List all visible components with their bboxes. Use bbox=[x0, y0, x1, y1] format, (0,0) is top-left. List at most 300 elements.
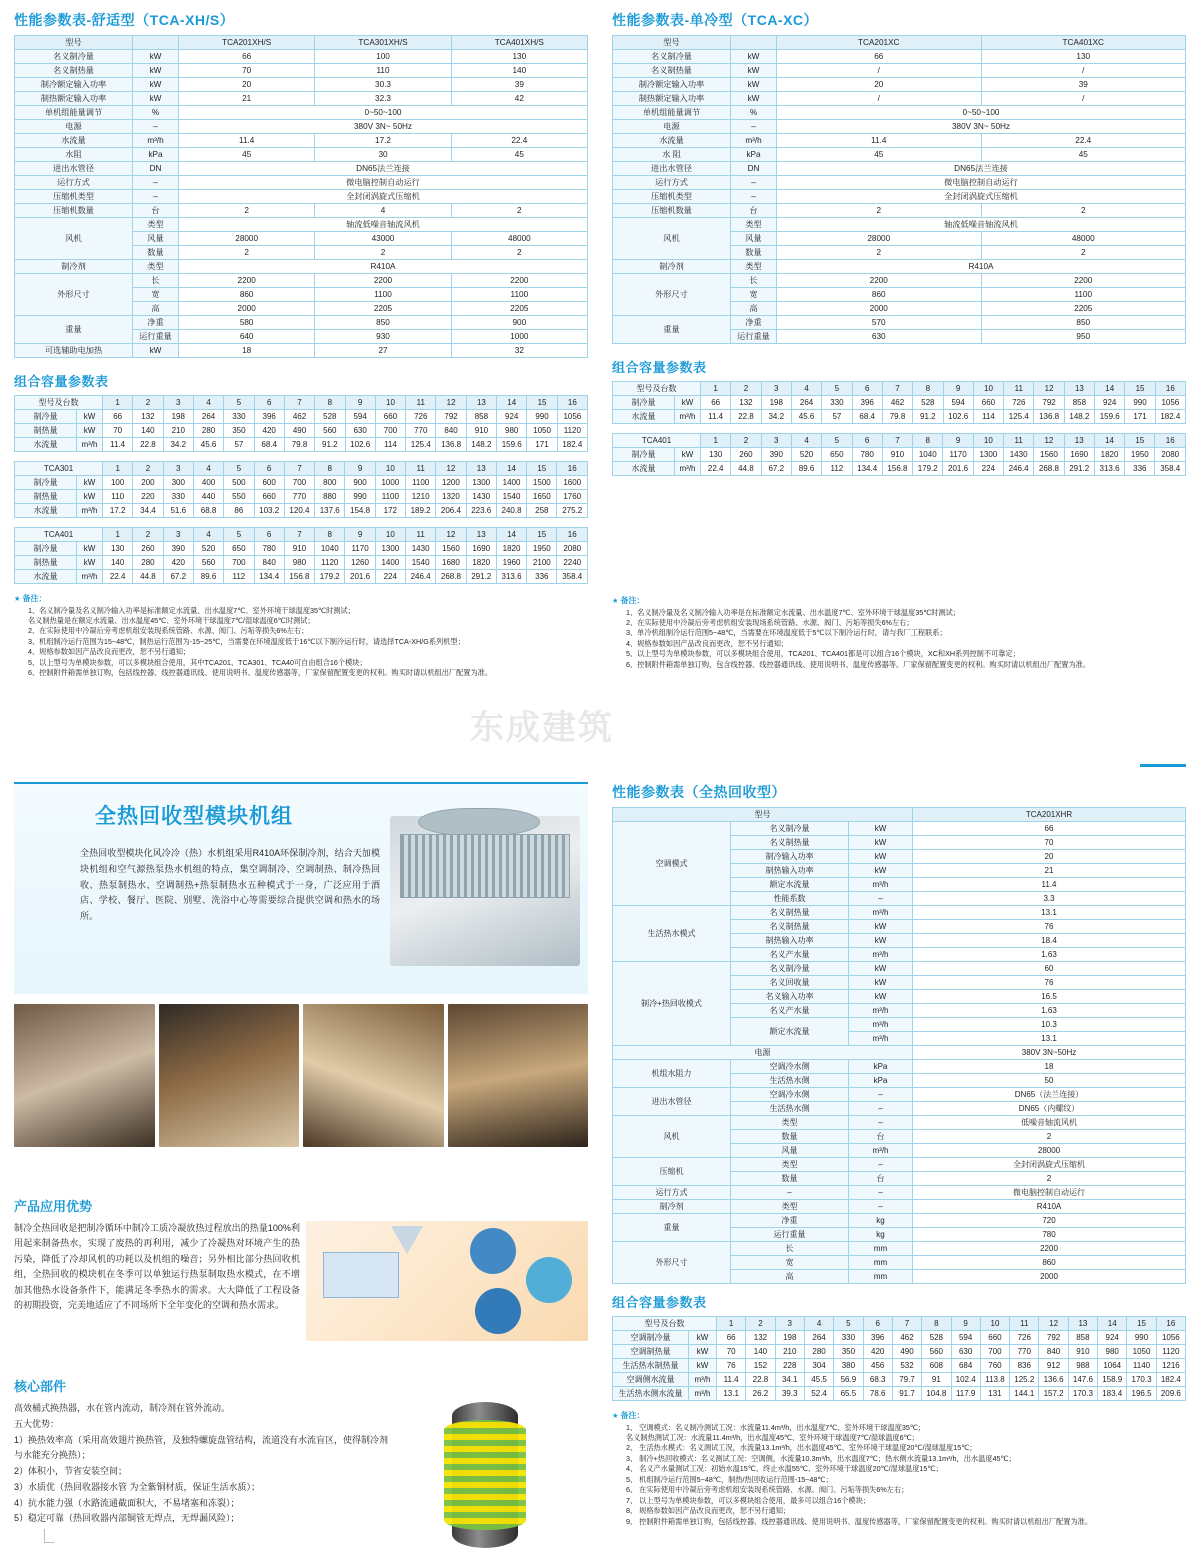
cell: 330 bbox=[834, 1331, 863, 1345]
capacity-title-left: 组合容量参数表 bbox=[14, 374, 109, 389]
row-unit: – bbox=[849, 1088, 913, 1102]
note-item: 7、 以上型号为单模块参数，可以多模块组合使用，最多可以组合16个模块； bbox=[626, 1495, 870, 1505]
cell: 490 bbox=[284, 424, 314, 438]
cell: 630 bbox=[951, 1345, 980, 1359]
cell: 51.6 bbox=[163, 504, 193, 518]
cell: 200 bbox=[133, 476, 163, 490]
cap-col: 15 bbox=[527, 528, 557, 542]
row-label: 名义产水量 bbox=[731, 948, 849, 962]
application-photo-restaurant bbox=[448, 1004, 589, 1147]
cell: 1540 bbox=[405, 556, 435, 570]
cell: 79.7 bbox=[892, 1373, 921, 1387]
cell: 520 bbox=[791, 448, 821, 462]
cell: 45.6 bbox=[791, 410, 821, 424]
cell: 22.4 bbox=[701, 462, 731, 476]
note-item: 1、 空调模式：名义制冷测试工况：水流量11.4m³/h，出水温度7℃、室外环境干球温度35℃； bbox=[626, 1422, 926, 1432]
group-label-water-resistance: 机组水阻力 bbox=[613, 1060, 731, 1088]
cell: 34.2 bbox=[761, 410, 791, 424]
cell: 304 bbox=[804, 1359, 833, 1373]
row-label: 净重 bbox=[133, 316, 179, 330]
cell: 726 bbox=[1010, 1331, 1039, 1345]
cap-col: 7 bbox=[892, 1317, 921, 1331]
cap-col: 6 bbox=[254, 396, 284, 410]
cell: 2 bbox=[451, 246, 587, 260]
spec-header-model: 型号 bbox=[613, 36, 731, 50]
cap-row-label: 制冷量 bbox=[613, 448, 675, 462]
row-label: 宽 bbox=[133, 288, 179, 302]
cell: R410A bbox=[777, 260, 1186, 274]
cell: 100 bbox=[103, 476, 133, 490]
cap-col: 16 bbox=[557, 396, 587, 410]
cell: 28000 bbox=[913, 1144, 1186, 1158]
row-label: 空调冷水侧 bbox=[731, 1088, 849, 1102]
star-icon: ★ bbox=[612, 596, 619, 605]
cell: 1210 bbox=[405, 490, 435, 504]
cell: 79.8 bbox=[882, 410, 912, 424]
cell: 182.4 bbox=[557, 438, 587, 452]
group-label-hotwater-mode: 生活热水模式 bbox=[613, 906, 731, 962]
row-label: 名义制冷量 bbox=[15, 50, 133, 64]
cell: 860 bbox=[777, 288, 982, 302]
cap-col: 9 bbox=[345, 528, 375, 542]
cell: 420 bbox=[863, 1345, 892, 1359]
row-label: 单机组能量调节 bbox=[15, 106, 133, 120]
heat-recovery-spec-section bbox=[612, 782, 1186, 1527]
cell: 840 bbox=[254, 556, 284, 570]
heat-recovery-diagram bbox=[306, 1221, 588, 1341]
row-unit: kW bbox=[849, 990, 913, 1004]
cell: 144.1 bbox=[1010, 1387, 1039, 1401]
cell: 18 bbox=[913, 1060, 1186, 1074]
cell: 560 bbox=[193, 556, 223, 570]
cell: 114 bbox=[973, 410, 1003, 424]
cell: 45 bbox=[777, 148, 982, 162]
row-unit: – bbox=[849, 892, 913, 906]
cell: 300 bbox=[163, 476, 193, 490]
row-label: 名义制冷量 bbox=[731, 962, 849, 976]
cell: 65.5 bbox=[834, 1387, 863, 1401]
cell: 268.8 bbox=[1034, 462, 1064, 476]
cap-row-label: 空调制热量 bbox=[613, 1345, 689, 1359]
cell: 130 bbox=[451, 50, 587, 64]
cap-header-model: 型号及台数 bbox=[15, 396, 103, 410]
note-item: 9、 控制附件箱需单独订购，包括线控器、线控器通讯线、使用说明书、温度传感器等，厂家保留配置变更的权利。购买时请以机组出厂配置为准。 bbox=[626, 1516, 1093, 1526]
cell: 462 bbox=[882, 396, 912, 410]
cell: R410A bbox=[179, 260, 588, 274]
cell: / bbox=[777, 92, 982, 106]
row-unit: DN bbox=[133, 162, 179, 176]
cell: 990 bbox=[527, 410, 557, 424]
cell: 134.4 bbox=[254, 570, 284, 584]
cell: 179.2 bbox=[315, 570, 345, 584]
cap-col: 16 bbox=[557, 462, 588, 476]
row-unit: – bbox=[133, 120, 179, 134]
cell: 70 bbox=[179, 64, 315, 78]
row-label: 进出水管径 bbox=[15, 162, 133, 176]
cap-header-model: 型号及台数 bbox=[613, 382, 701, 396]
row-label: 运行重量 bbox=[731, 1228, 849, 1242]
cell: 91.2 bbox=[913, 410, 943, 424]
row-label: 空调冷水侧 bbox=[731, 1060, 849, 1074]
cell: 1.63 bbox=[913, 948, 1186, 962]
cell: 462 bbox=[284, 410, 314, 424]
cell: 44.8 bbox=[133, 570, 163, 584]
cell: 850 bbox=[315, 316, 451, 330]
cell: 39.3 bbox=[775, 1387, 804, 1401]
cell: 3.3 bbox=[913, 892, 1186, 906]
cell: / bbox=[777, 64, 982, 78]
row-label: 压缩机数量 bbox=[15, 204, 133, 218]
cell: 1820 bbox=[466, 556, 496, 570]
cell: 21 bbox=[179, 92, 315, 106]
cell: 792 bbox=[1039, 1331, 1068, 1345]
cap-col: 2 bbox=[133, 462, 163, 476]
cap-header-model: TCA401 bbox=[15, 528, 103, 542]
cap-row-label: 空调侧水流量 bbox=[613, 1373, 689, 1387]
capacity-table-tca301 bbox=[14, 461, 588, 518]
cell: 2000 bbox=[179, 302, 315, 316]
cell: 1430 bbox=[405, 542, 435, 556]
cell: 120.4 bbox=[284, 504, 314, 518]
cell: 264 bbox=[193, 410, 223, 424]
cap-row-unit: kW bbox=[689, 1345, 717, 1359]
cell: 400 bbox=[193, 476, 223, 490]
cap-col: 14 bbox=[497, 396, 527, 410]
cell: 223.6 bbox=[466, 504, 496, 518]
heat-recovery-title: 性能参数表（全热回收型） bbox=[612, 784, 786, 800]
cell: 70 bbox=[717, 1345, 746, 1359]
cell: 136.6 bbox=[1039, 1373, 1068, 1387]
cell: 134.4 bbox=[852, 462, 882, 476]
cap-row-label: 水流量 bbox=[613, 410, 675, 424]
cell: 1100 bbox=[451, 288, 587, 302]
row-label: 额定水流量 bbox=[731, 878, 849, 892]
cell: 206.4 bbox=[436, 504, 466, 518]
cell: 2 bbox=[179, 204, 315, 218]
row-label: 长 bbox=[731, 274, 777, 288]
cap-col: 13 bbox=[466, 462, 496, 476]
cell: 22.8 bbox=[746, 1373, 775, 1387]
row-unit: kW bbox=[849, 864, 913, 878]
cell: 76 bbox=[913, 920, 1186, 934]
cap-col: 10 bbox=[973, 382, 1003, 396]
spec-header-col2: TCA301XH/S bbox=[315, 36, 451, 50]
group-label-recovery-mode: 制冷+热回收模式 bbox=[613, 962, 731, 1046]
row-unit: % bbox=[133, 106, 179, 120]
cell: 990 bbox=[1125, 396, 1155, 410]
cell: 980 bbox=[1098, 1345, 1127, 1359]
cap-col: 9 bbox=[345, 462, 375, 476]
cell: 268.8 bbox=[436, 570, 466, 584]
cell: 76 bbox=[717, 1359, 746, 1373]
cell: 280 bbox=[133, 556, 163, 570]
spec-header-model: 型号 bbox=[613, 808, 913, 822]
cell: 110 bbox=[315, 64, 451, 78]
cell: 1064 bbox=[1098, 1359, 1127, 1373]
cell: 140 bbox=[103, 556, 133, 570]
cap-col: 15 bbox=[1127, 1317, 1156, 1331]
cell: 17.2 bbox=[315, 134, 451, 148]
cap-col: 8 bbox=[913, 434, 943, 448]
row-label: 单机组能量调节 bbox=[613, 106, 731, 120]
row-label: 名义产水量 bbox=[731, 1004, 849, 1018]
cell: 560 bbox=[315, 424, 345, 438]
cap-col: 3 bbox=[761, 434, 791, 448]
row-label: 类型 bbox=[731, 1200, 849, 1214]
cell: 850 bbox=[981, 316, 1186, 330]
row-label: 运行重量 bbox=[133, 330, 179, 344]
cell: 1400 bbox=[375, 556, 405, 570]
cell: 125.4 bbox=[1004, 410, 1034, 424]
cell: 2000 bbox=[913, 1270, 1186, 1284]
cell: 2200 bbox=[981, 274, 1186, 288]
cell: 2 bbox=[981, 246, 1186, 260]
cell: 313.6 bbox=[1094, 462, 1124, 476]
mode-circle-heating bbox=[526, 1257, 572, 1303]
cap-col: 10 bbox=[973, 434, 1003, 448]
notes-title: 备注： bbox=[620, 596, 645, 605]
cell: 198 bbox=[761, 396, 791, 410]
cell: 0~50~100 bbox=[179, 106, 588, 120]
row-label: 类型 bbox=[731, 218, 777, 232]
cap-row-unit: m³/h bbox=[77, 438, 103, 452]
row-label-operation: 运行方式 bbox=[613, 1186, 731, 1200]
note-item: 3、 制冷+热回收模式：名义测试工况：空调侧，水流量10.3m³/h，出水温度7℃；热水侧水流量13.1m³/h，出水温度45℃； bbox=[626, 1453, 1016, 1463]
cap-col: 9 bbox=[943, 434, 973, 448]
row-unit: m³/h bbox=[133, 134, 179, 148]
row-label: 高 bbox=[133, 302, 179, 316]
spec-header-col1: TCA201XHR bbox=[913, 808, 1186, 822]
row-label: 高 bbox=[731, 302, 777, 316]
cell: 1320 bbox=[436, 490, 466, 504]
cell: 594 bbox=[943, 396, 973, 410]
row-unit: m³/h bbox=[849, 878, 913, 892]
cap-col: 10 bbox=[375, 528, 405, 542]
cap-col: 2 bbox=[731, 434, 761, 448]
row-unit: m³/h bbox=[849, 1032, 913, 1046]
cap-col: 7 bbox=[284, 396, 314, 410]
row-label: 名义制冷量 bbox=[731, 822, 849, 836]
cell: 48000 bbox=[981, 232, 1186, 246]
row-unit: mm bbox=[849, 1256, 913, 1270]
cell: 500 bbox=[224, 476, 254, 490]
cell: 560 bbox=[922, 1345, 951, 1359]
cell: 330 bbox=[822, 396, 852, 410]
cell: 1000 bbox=[375, 476, 405, 490]
application-photo-lobby bbox=[303, 1004, 444, 1147]
cell: 2100 bbox=[527, 556, 557, 570]
cell: 微电脑控制自动运行 bbox=[179, 176, 588, 190]
cell: 594 bbox=[951, 1331, 980, 1345]
row-label: 可选辅助电加热 bbox=[15, 344, 133, 358]
cell: DN65法兰连接 bbox=[179, 162, 588, 176]
cell: 336 bbox=[527, 570, 557, 584]
row-unit: 台 bbox=[731, 204, 777, 218]
cap-col: 11 bbox=[1010, 1317, 1039, 1331]
star-icon: ★ bbox=[612, 1411, 619, 1420]
cap-row-unit: kW bbox=[689, 1331, 717, 1345]
note-item: 5、以上型号为单模块参数，可以多模块组合使用，其中TCA201、TCA301、TCA40可自由组合16个模块； bbox=[28, 657, 367, 667]
cell: 28000 bbox=[777, 232, 982, 246]
capacity-table-tca201 bbox=[14, 395, 588, 452]
cell: 860 bbox=[913, 1256, 1186, 1270]
cap-col: 6 bbox=[863, 1317, 892, 1331]
cell: 2200 bbox=[451, 274, 587, 288]
cell: 640 bbox=[179, 330, 315, 344]
cell: 224 bbox=[973, 462, 1003, 476]
cell: 2200 bbox=[777, 274, 982, 288]
row-unit: kPa bbox=[849, 1074, 913, 1088]
cell: 1300 bbox=[375, 542, 405, 556]
row-label: 名义制热量 bbox=[731, 836, 849, 850]
spec-header-col3: TCA401XH/S bbox=[451, 36, 587, 50]
cell: 900 bbox=[345, 476, 375, 490]
cell: 70 bbox=[103, 424, 133, 438]
cell: 130 bbox=[981, 50, 1186, 64]
notes-title: 备注： bbox=[22, 594, 47, 603]
cell: 171 bbox=[1125, 410, 1155, 424]
row-label-power: 电源 bbox=[613, 1046, 913, 1060]
spec-header-col1: TCA201XC bbox=[777, 36, 982, 50]
row-label: 生活热水侧 bbox=[731, 1074, 849, 1088]
cell: 微电脑控制自动运行 bbox=[913, 1186, 1186, 1200]
row-unit: 类型 bbox=[133, 260, 179, 274]
row-label: 水流量 bbox=[613, 134, 731, 148]
cell: 792 bbox=[436, 410, 466, 424]
cell: 70 bbox=[913, 836, 1186, 850]
cell: 2 bbox=[913, 1172, 1186, 1186]
row-label: 制热额定输入功率 bbox=[613, 92, 731, 106]
cell: 136.8 bbox=[1034, 410, 1064, 424]
note-item: 6、 在实际使用中冷凝后旁考虑机组安装现系统管路、水源、阀门、污垢等损失6%左右； bbox=[626, 1485, 909, 1495]
cell: 291.2 bbox=[1064, 462, 1094, 476]
row-label-refrigerant: 制冷剂 bbox=[613, 260, 731, 274]
cell: 1260 bbox=[345, 556, 375, 570]
row-unit: kPa bbox=[133, 148, 179, 162]
row-unit: kW bbox=[849, 850, 913, 864]
cap-col: 11 bbox=[405, 528, 435, 542]
cap-row-label: 制热量 bbox=[15, 424, 77, 438]
spec-header-col2: TCA401XC bbox=[981, 36, 1186, 50]
cap-col: 5 bbox=[822, 382, 852, 396]
cell: 22.4 bbox=[103, 570, 133, 584]
group-label-pipe-diameter: 进出水管径 bbox=[613, 1088, 731, 1116]
group-label-compressor: 压缩机 bbox=[613, 1158, 731, 1186]
row-unit: kW bbox=[133, 92, 179, 106]
cell: 770 bbox=[284, 490, 314, 504]
row-unit: kg bbox=[849, 1228, 913, 1242]
cap-col: 5 bbox=[822, 434, 852, 448]
cap-col: 11 bbox=[1003, 434, 1033, 448]
capacity-title-xhr: 组合容量参数表 bbox=[612, 1295, 707, 1310]
cap-col: 9 bbox=[345, 396, 375, 410]
cell: 39 bbox=[451, 78, 587, 92]
cell: 396 bbox=[852, 396, 882, 410]
row-unit: % bbox=[731, 106, 777, 120]
row-unit: m³/h bbox=[731, 134, 777, 148]
notes-heat-recovery bbox=[612, 1410, 1186, 1527]
cell: 157.2 bbox=[1039, 1387, 1068, 1401]
cell: 836 bbox=[1010, 1359, 1039, 1373]
note-item: 6、控制附件箱需单独订购，包含线控器、线控器通讯线、使用说明书、温度传感器等。厂家保留配置变更的权利。购买时请以机组出厂配置为准。 bbox=[626, 659, 1091, 669]
cap-col: 4 bbox=[791, 434, 821, 448]
cap-col: 8 bbox=[315, 462, 345, 476]
cell: 67.2 bbox=[761, 462, 791, 476]
notes-right bbox=[612, 595, 1186, 670]
cap-col: 1 bbox=[103, 462, 133, 476]
cell: 136.8 bbox=[436, 438, 466, 452]
cap-col: 12 bbox=[1034, 382, 1064, 396]
cell: 微电脑控制自动运行 bbox=[777, 176, 1186, 190]
cell: R410A bbox=[913, 1200, 1186, 1214]
cell: 291.2 bbox=[466, 570, 496, 584]
row-unit: – bbox=[849, 1116, 913, 1130]
cap-col: 12 bbox=[436, 528, 466, 542]
cell: 330 bbox=[163, 490, 193, 504]
cell: 800 bbox=[315, 476, 345, 490]
row-unit: m³/h bbox=[849, 1144, 913, 1158]
cap-col: 14 bbox=[496, 462, 526, 476]
row-unit: 台 bbox=[849, 1130, 913, 1144]
cap-col: 10 bbox=[980, 1317, 1009, 1331]
cap-col: 5 bbox=[224, 462, 254, 476]
cell: 10.3 bbox=[913, 1018, 1186, 1032]
cell: 1430 bbox=[1003, 448, 1033, 462]
cell: 158.9 bbox=[1098, 1373, 1127, 1387]
cell: 684 bbox=[951, 1359, 980, 1373]
cell: 16.5 bbox=[913, 990, 1186, 1004]
row-label: 水流量 bbox=[15, 134, 133, 148]
row-unit: kW bbox=[849, 962, 913, 976]
cell: 280 bbox=[804, 1345, 833, 1359]
row-label: 宽 bbox=[731, 288, 777, 302]
cell: 2080 bbox=[557, 542, 588, 556]
cell: 125.4 bbox=[406, 438, 436, 452]
cell: 380V 3N~50Hz bbox=[913, 1046, 1186, 1060]
cap-col: 15 bbox=[1125, 434, 1155, 448]
core-line: 5）稳定可靠（热回收器内部铜管无焊点，无焊漏风险）； bbox=[14, 1513, 240, 1524]
row-unit: kPa bbox=[849, 1060, 913, 1074]
cell: 858 bbox=[466, 410, 496, 424]
row-unit: kW bbox=[849, 976, 913, 990]
cell: 45.5 bbox=[804, 1373, 833, 1387]
cell: 924 bbox=[497, 410, 527, 424]
notes-left bbox=[14, 593, 588, 679]
group-label-fan: 风机 bbox=[613, 1116, 731, 1158]
row-label-with-unit: 风量 bbox=[133, 232, 179, 246]
cell: 0~50~100 bbox=[777, 106, 1186, 120]
cell: 930 bbox=[315, 330, 451, 344]
row-label: 风量 bbox=[731, 1144, 849, 1158]
cell: 924 bbox=[1095, 396, 1125, 410]
product-photo bbox=[390, 816, 580, 966]
cell: 260 bbox=[731, 448, 761, 462]
cap-col: 10 bbox=[375, 396, 405, 410]
cap-row-label: 制冷量 bbox=[613, 396, 675, 410]
cell: 全封闭涡旋式压缩机 bbox=[913, 1158, 1186, 1172]
cell: 900 bbox=[451, 316, 587, 330]
cell: 990 bbox=[345, 490, 375, 504]
cell: 660 bbox=[375, 410, 405, 424]
cap-col: 13 bbox=[1068, 1317, 1097, 1331]
cell: 28000 bbox=[179, 232, 315, 246]
row-label: 名义制冷量 bbox=[613, 50, 731, 64]
cell: 43000 bbox=[315, 232, 451, 246]
cell: 66 bbox=[777, 50, 982, 64]
heat-exchanger-photo bbox=[420, 1402, 570, 1552]
cap-col: 5 bbox=[834, 1317, 863, 1331]
cell: 2 bbox=[777, 204, 982, 218]
